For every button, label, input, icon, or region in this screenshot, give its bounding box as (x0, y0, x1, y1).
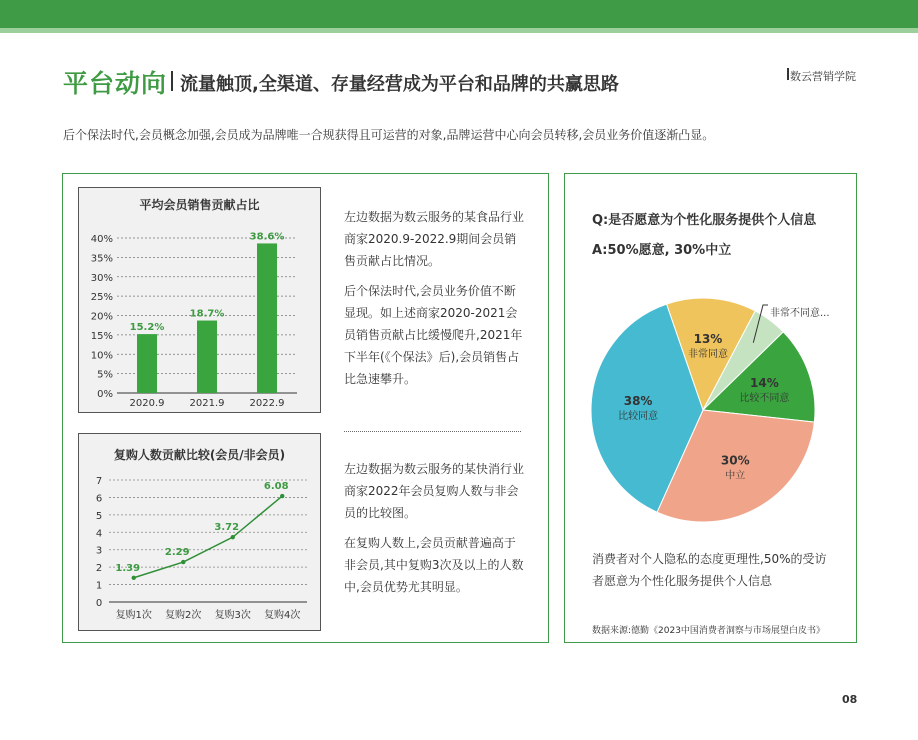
page-number: 08 (842, 693, 858, 706)
line-value-label: 1.39 (115, 562, 141, 574)
bar-value-label: 15.2% (129, 322, 165, 334)
bar-y-tick-label: 35% (90, 253, 113, 265)
bar-y-tick-label: 0% (97, 389, 113, 400)
survey-question: Q:是否愿意为个性化服务提供个人信息 (592, 213, 817, 228)
bar-chart-description (344, 206, 524, 390)
pie-slice-percent: 13% (693, 332, 723, 347)
line-y-tick-label: 5 (95, 510, 103, 522)
bar-desc-para-2: 后个保法时代,会员业务价值不断显现。如上述商家2020-2021会员销售贡献占比缓慢爬升,2021年下半年(《个保法》后),会员销售占比急速攀升。 (344, 284, 523, 386)
pie-slice-percent: 38% (623, 394, 653, 409)
line-desc-para-1: 左边数据为数云服务的某快消行业商家2022年会员复购人数与非会员的比较图。 (344, 462, 525, 520)
line-y-tick-label: 4 (95, 528, 103, 540)
pie-chart (590, 296, 840, 526)
line-desc-para-2: 在复购人数上,会员贡献普遍高于非会员,其中复购3次及以上的人数中,会员优势尤其明显。 (344, 536, 524, 594)
data-source: 数据来源:德勤《2023中国消费者洞察与市场展望白皮书》 (592, 626, 825, 636)
bar-y-tick-label: 30% (90, 272, 113, 284)
brand-divider (787, 68, 789, 80)
dotted-divider (344, 431, 521, 432)
line-x-tick-label: 复购1次 (115, 610, 152, 621)
line-value-label: 2.29 (164, 547, 190, 559)
pie-slice-label: 中立 (725, 470, 746, 482)
bar-chart (79, 188, 320, 412)
bar (257, 243, 277, 393)
pie-slice-label: 比较不同意 (739, 392, 790, 404)
pie-slice-percent: 30% (720, 453, 750, 468)
line-value-label: 3.72 (214, 522, 240, 534)
line-y-tick-label: 7 (95, 476, 103, 487)
bar-x-tick-label: 2020.9 (129, 398, 165, 409)
bar (197, 321, 217, 393)
line-y-tick-label: 6 (95, 493, 103, 505)
bar-y-tick-label: 15% (90, 330, 113, 342)
page-subtitle: 流量触顶,全渠道、存量经营成为平台和品牌的共赢思路 (180, 74, 619, 95)
line-series (134, 496, 283, 578)
bar-y-tick-label: 20% (90, 311, 113, 323)
line-x-tick-label: 复购3次 (214, 610, 251, 621)
bar (137, 334, 157, 393)
bar-y-tick-label: 5% (97, 369, 113, 381)
survey-answer: A:50%愿意, 30%中立 (592, 243, 732, 258)
bar-chart-box (78, 187, 321, 413)
page-title: 平台动向 (63, 69, 168, 98)
top-banner-stripe (0, 28, 918, 33)
intro-text: 后个保法时代,会员概念加强,会员成为品牌唯一合规获得且可运营的对象,品牌运营中心向会员转移,会员业务价值逐渐凸显。 (63, 128, 715, 142)
pie-slice-percent: 14% (750, 375, 779, 390)
pie-slice-label: 比较同意 (618, 411, 659, 423)
brand-label: 数云营销学院 (790, 70, 856, 83)
title-divider (171, 71, 173, 91)
line-x-tick-label: 复购4次 (264, 610, 301, 621)
line-y-tick-label: 3 (95, 545, 103, 557)
bar-value-label: 18.7% (189, 308, 225, 320)
bar-value-label: 38.6% (249, 231, 285, 243)
line-chart-title: 复购人数贡献比较(会员/非会员) (113, 448, 286, 462)
pie-callout-label: 非常不同意... (770, 308, 830, 319)
bar-desc-para-1: 左边数据为数云服务的某食品行业商家2020.9-2022.9期间会员销售贡献占比情况。 (344, 210, 525, 268)
bar-x-tick-label: 2022.9 (249, 398, 285, 409)
bar-chart-title: 平均会员销售贡献占比 (139, 198, 260, 212)
line-point (280, 494, 284, 498)
bar-y-tick-label: 40% (90, 234, 113, 245)
top-banner (0, 0, 918, 28)
line-y-tick-label: 1 (95, 580, 103, 592)
line-point (181, 560, 185, 564)
bar-x-tick-label: 2021.9 (189, 398, 225, 409)
line-chart (79, 434, 320, 630)
pie-slice-label: 非常同意 (687, 349, 728, 361)
pie-chart-wrap (590, 296, 840, 530)
line-chart-description (344, 458, 524, 598)
pie-note: 消费者对个人隐私的态度更理性,50%的受访者愿意为个性化服务提供个人信息 (592, 552, 827, 588)
line-y-tick-label: 2 (95, 563, 103, 575)
line-point (132, 576, 136, 580)
line-x-tick-label: 复购2次 (165, 610, 202, 621)
bar-y-tick-label: 10% (90, 350, 113, 362)
line-point (231, 535, 235, 539)
line-y-tick-label: 0 (95, 598, 103, 609)
line-value-label: 6.08 (263, 481, 289, 493)
bar-y-tick-label: 25% (90, 292, 113, 304)
line-chart-box (78, 433, 321, 631)
